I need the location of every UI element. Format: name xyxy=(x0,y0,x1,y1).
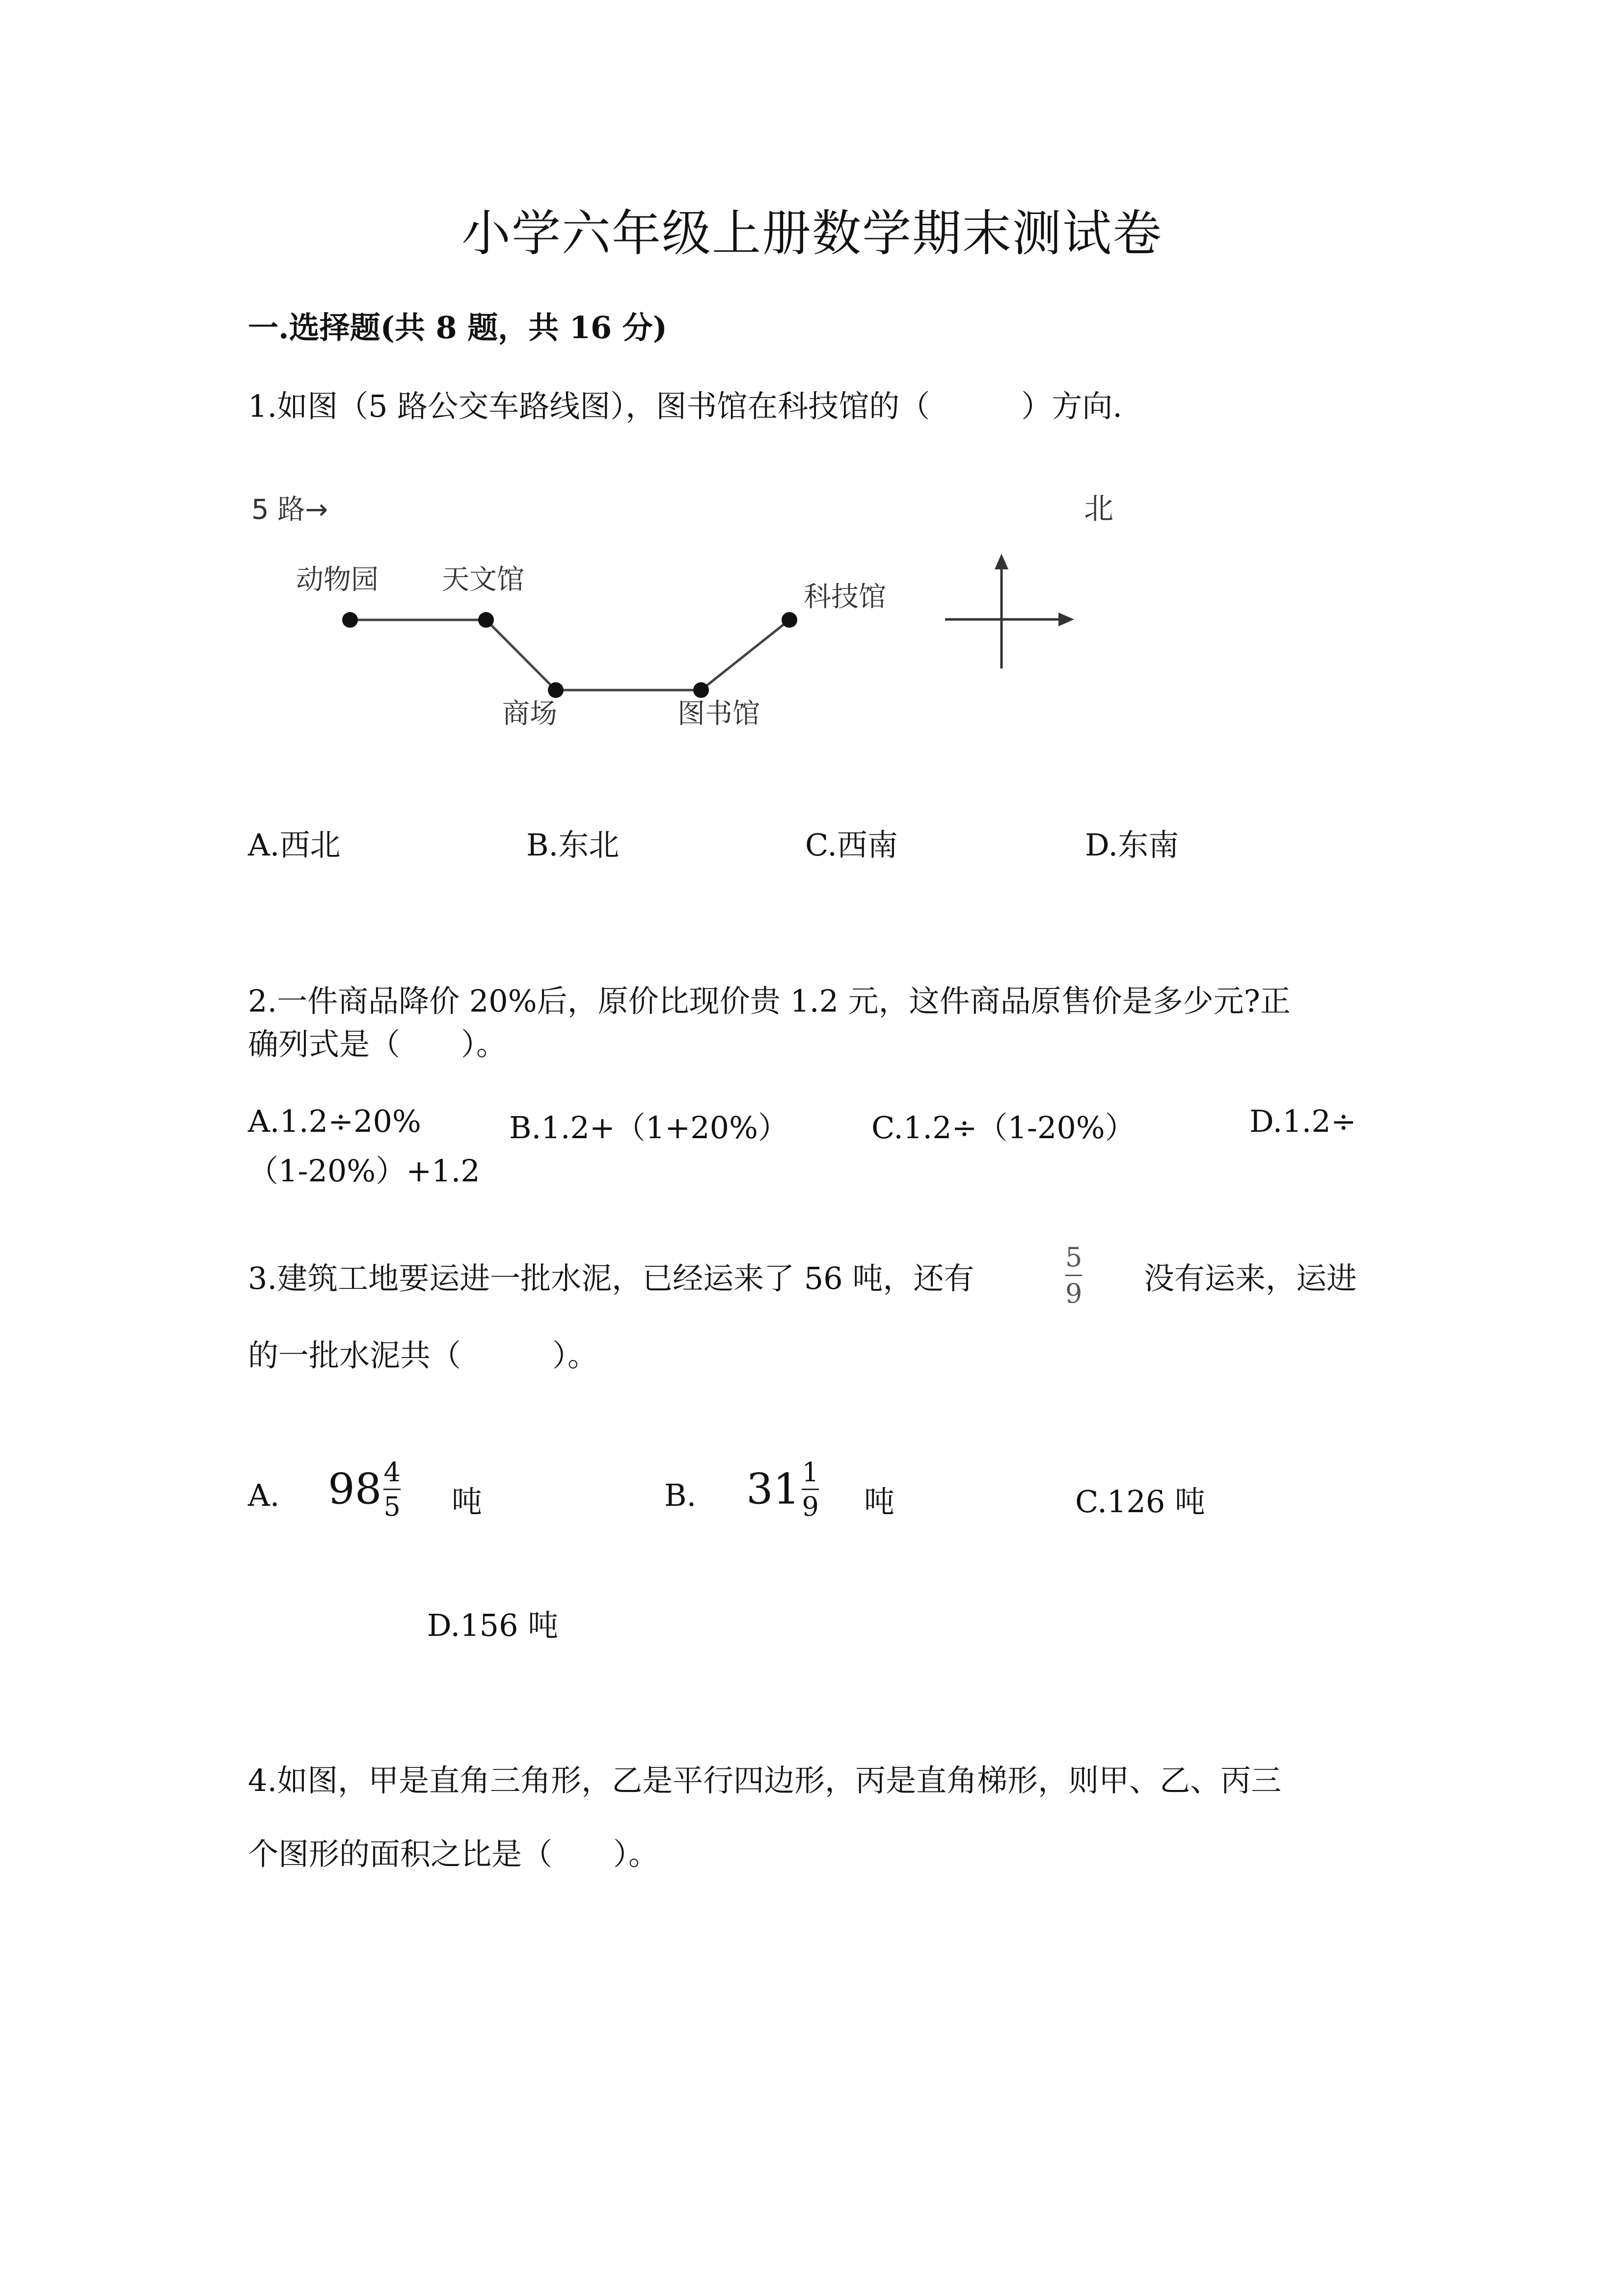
stop-marker-mall xyxy=(548,682,564,698)
q3-option-b-denominator: 9 xyxy=(802,1491,819,1522)
question-4-line-1: 4.如图，甲是直角三角形，乙是平行四边形，丙是直角梯形，则甲、乙、丙三 xyxy=(248,1762,1282,1798)
stop-label-science-museum: 科技馆 xyxy=(804,581,886,613)
q1-option-a: A.西北 xyxy=(248,827,341,863)
q3-option-d: D.156 吨 xyxy=(427,1607,559,1643)
q2-option-b: B.1.2+（1+20%） xyxy=(509,1110,789,1146)
page-title: 小学六年级上册数学期末测试卷 xyxy=(461,205,1163,262)
q3-option-b-whole: 31 xyxy=(746,1465,800,1514)
q3-option-b-label: B. xyxy=(664,1477,697,1513)
q1-option-b: B.东北 xyxy=(526,827,620,863)
q3-option-a-whole: 98 xyxy=(328,1465,382,1514)
question-1-text: 1.如图（5 路公交车路线图），图书馆在科技馆的（ ）方向. xyxy=(248,388,1123,424)
stop-label-mall: 商场 xyxy=(502,698,557,730)
bus-route-figure xyxy=(236,481,1159,756)
stop-marker-zoo xyxy=(342,612,358,628)
question-2-line-2: 确列式是（ ）。 xyxy=(248,1026,507,1062)
q3-option-a-numerator: 4 xyxy=(383,1457,401,1488)
question-3-line-2: 的一批水泥共（ ）。 xyxy=(248,1337,598,1373)
compass-north-arrow-icon xyxy=(995,554,1008,569)
q3-option-a-unit: 吨 xyxy=(452,1484,483,1520)
q3-option-a-denominator: 5 xyxy=(383,1491,401,1522)
q2-option-a: A.1.2÷20% xyxy=(248,1103,421,1139)
q3-fraction-bar xyxy=(1065,1275,1082,1276)
stop-label-planetarium: 天文馆 xyxy=(442,564,524,596)
q2-option-c: C.1.2÷（1-20%） xyxy=(871,1110,1136,1146)
compass xyxy=(945,557,1070,668)
stop-label-zoo: 动物园 xyxy=(296,564,379,596)
q3-option-a-label: A. xyxy=(248,1477,280,1513)
q1-option-c: C.西南 xyxy=(805,827,898,863)
q3-option-b-numerator: 1 xyxy=(802,1457,819,1488)
q2-option-d-continued: （1-20%）+1.2 xyxy=(248,1153,480,1189)
compass-east-arrow-icon xyxy=(1058,613,1074,626)
q3-option-a-value xyxy=(328,1457,401,1522)
stop-marker-science-museum xyxy=(782,612,797,628)
north-label: 北 xyxy=(1084,492,1113,526)
stop-label-library: 图书馆 xyxy=(677,698,760,730)
question-4-line-2: 个图形的面积之比是（ ）。 xyxy=(248,1836,659,1872)
q3-option-b-unit: 吨 xyxy=(864,1484,895,1520)
question-3-text-b: 没有运来，运进 xyxy=(1144,1260,1357,1296)
stop-marker-planetarium xyxy=(478,612,494,628)
section-heading: 一.选择题(共 8 题，共 16 分) xyxy=(248,310,668,346)
question-2-line-1: 2.一件商品降价 20%后，原价比现价贵 1.2 元，这件商品原售价是多少元?正 xyxy=(248,983,1291,1019)
route-line xyxy=(350,620,789,690)
q2-option-d: D.1.2÷ xyxy=(1249,1103,1356,1139)
question-3-text-a: 3.建筑工地要运进一批水泥，已经运来了 56 吨，还有 xyxy=(248,1260,974,1296)
q3-fraction xyxy=(1065,1242,1082,1309)
stop-marker-library xyxy=(693,682,709,698)
q3-fraction-numerator: 5 xyxy=(1065,1242,1083,1273)
q3-option-c: C.126 吨 xyxy=(1075,1484,1205,1520)
q3-fraction-denominator: 9 xyxy=(1065,1278,1083,1309)
q1-option-d: D.东南 xyxy=(1085,827,1179,863)
route-label: 5 路→ xyxy=(251,494,328,526)
q3-option-b-value xyxy=(746,1457,819,1522)
